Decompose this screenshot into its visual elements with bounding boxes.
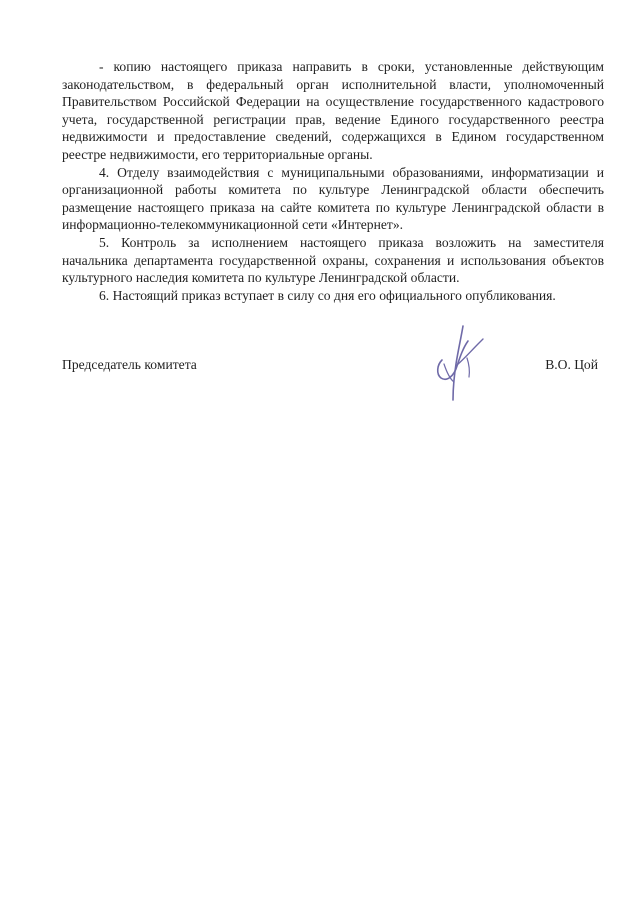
paragraph-item-6: 6. Настоящий приказ вступает в силу со дня его официального опубликования.	[99, 287, 556, 303]
signature-block	[62, 356, 604, 376]
document-body	[62, 58, 604, 304]
paragraph-copy-directive: - копию настоящего приказа направить в сроки, установленные действующим законодательством, в федеральный орган исполнительной власти, уполномоченный Правительством Российской Федерации на осуществление государственного кадастрового учета, государственной регистрации прав, ведение Единого государственного реестра недвижимости и предоставление сведений, содержащихся в Едином государственном реестре недвижимости, его территориальные органы.	[62, 59, 604, 162]
signatory-name: В.О. Цой	[545, 357, 598, 372]
handwritten-signature	[423, 318, 495, 406]
signatory-title: Председатель комитета	[62, 357, 197, 372]
paragraph-item-5: 5. Контроль за исполнением настоящего приказа возложить на заместителя начальника департамента государственной охраны, сохранения и использования объектов культурного наследия комитета по культуре Ленинградской области.	[62, 234, 604, 286]
paragraph-item-4: 4. Отделу взаимодействия с муниципальными образованиями, информатизации и организационной работы комитета по культуре Ленинградской области обеспечить размещение настоящего приказа на сайте комитета по культуре Ленинградской области в информационно-телекоммуникационной сети «Интернет».	[62, 164, 604, 233]
